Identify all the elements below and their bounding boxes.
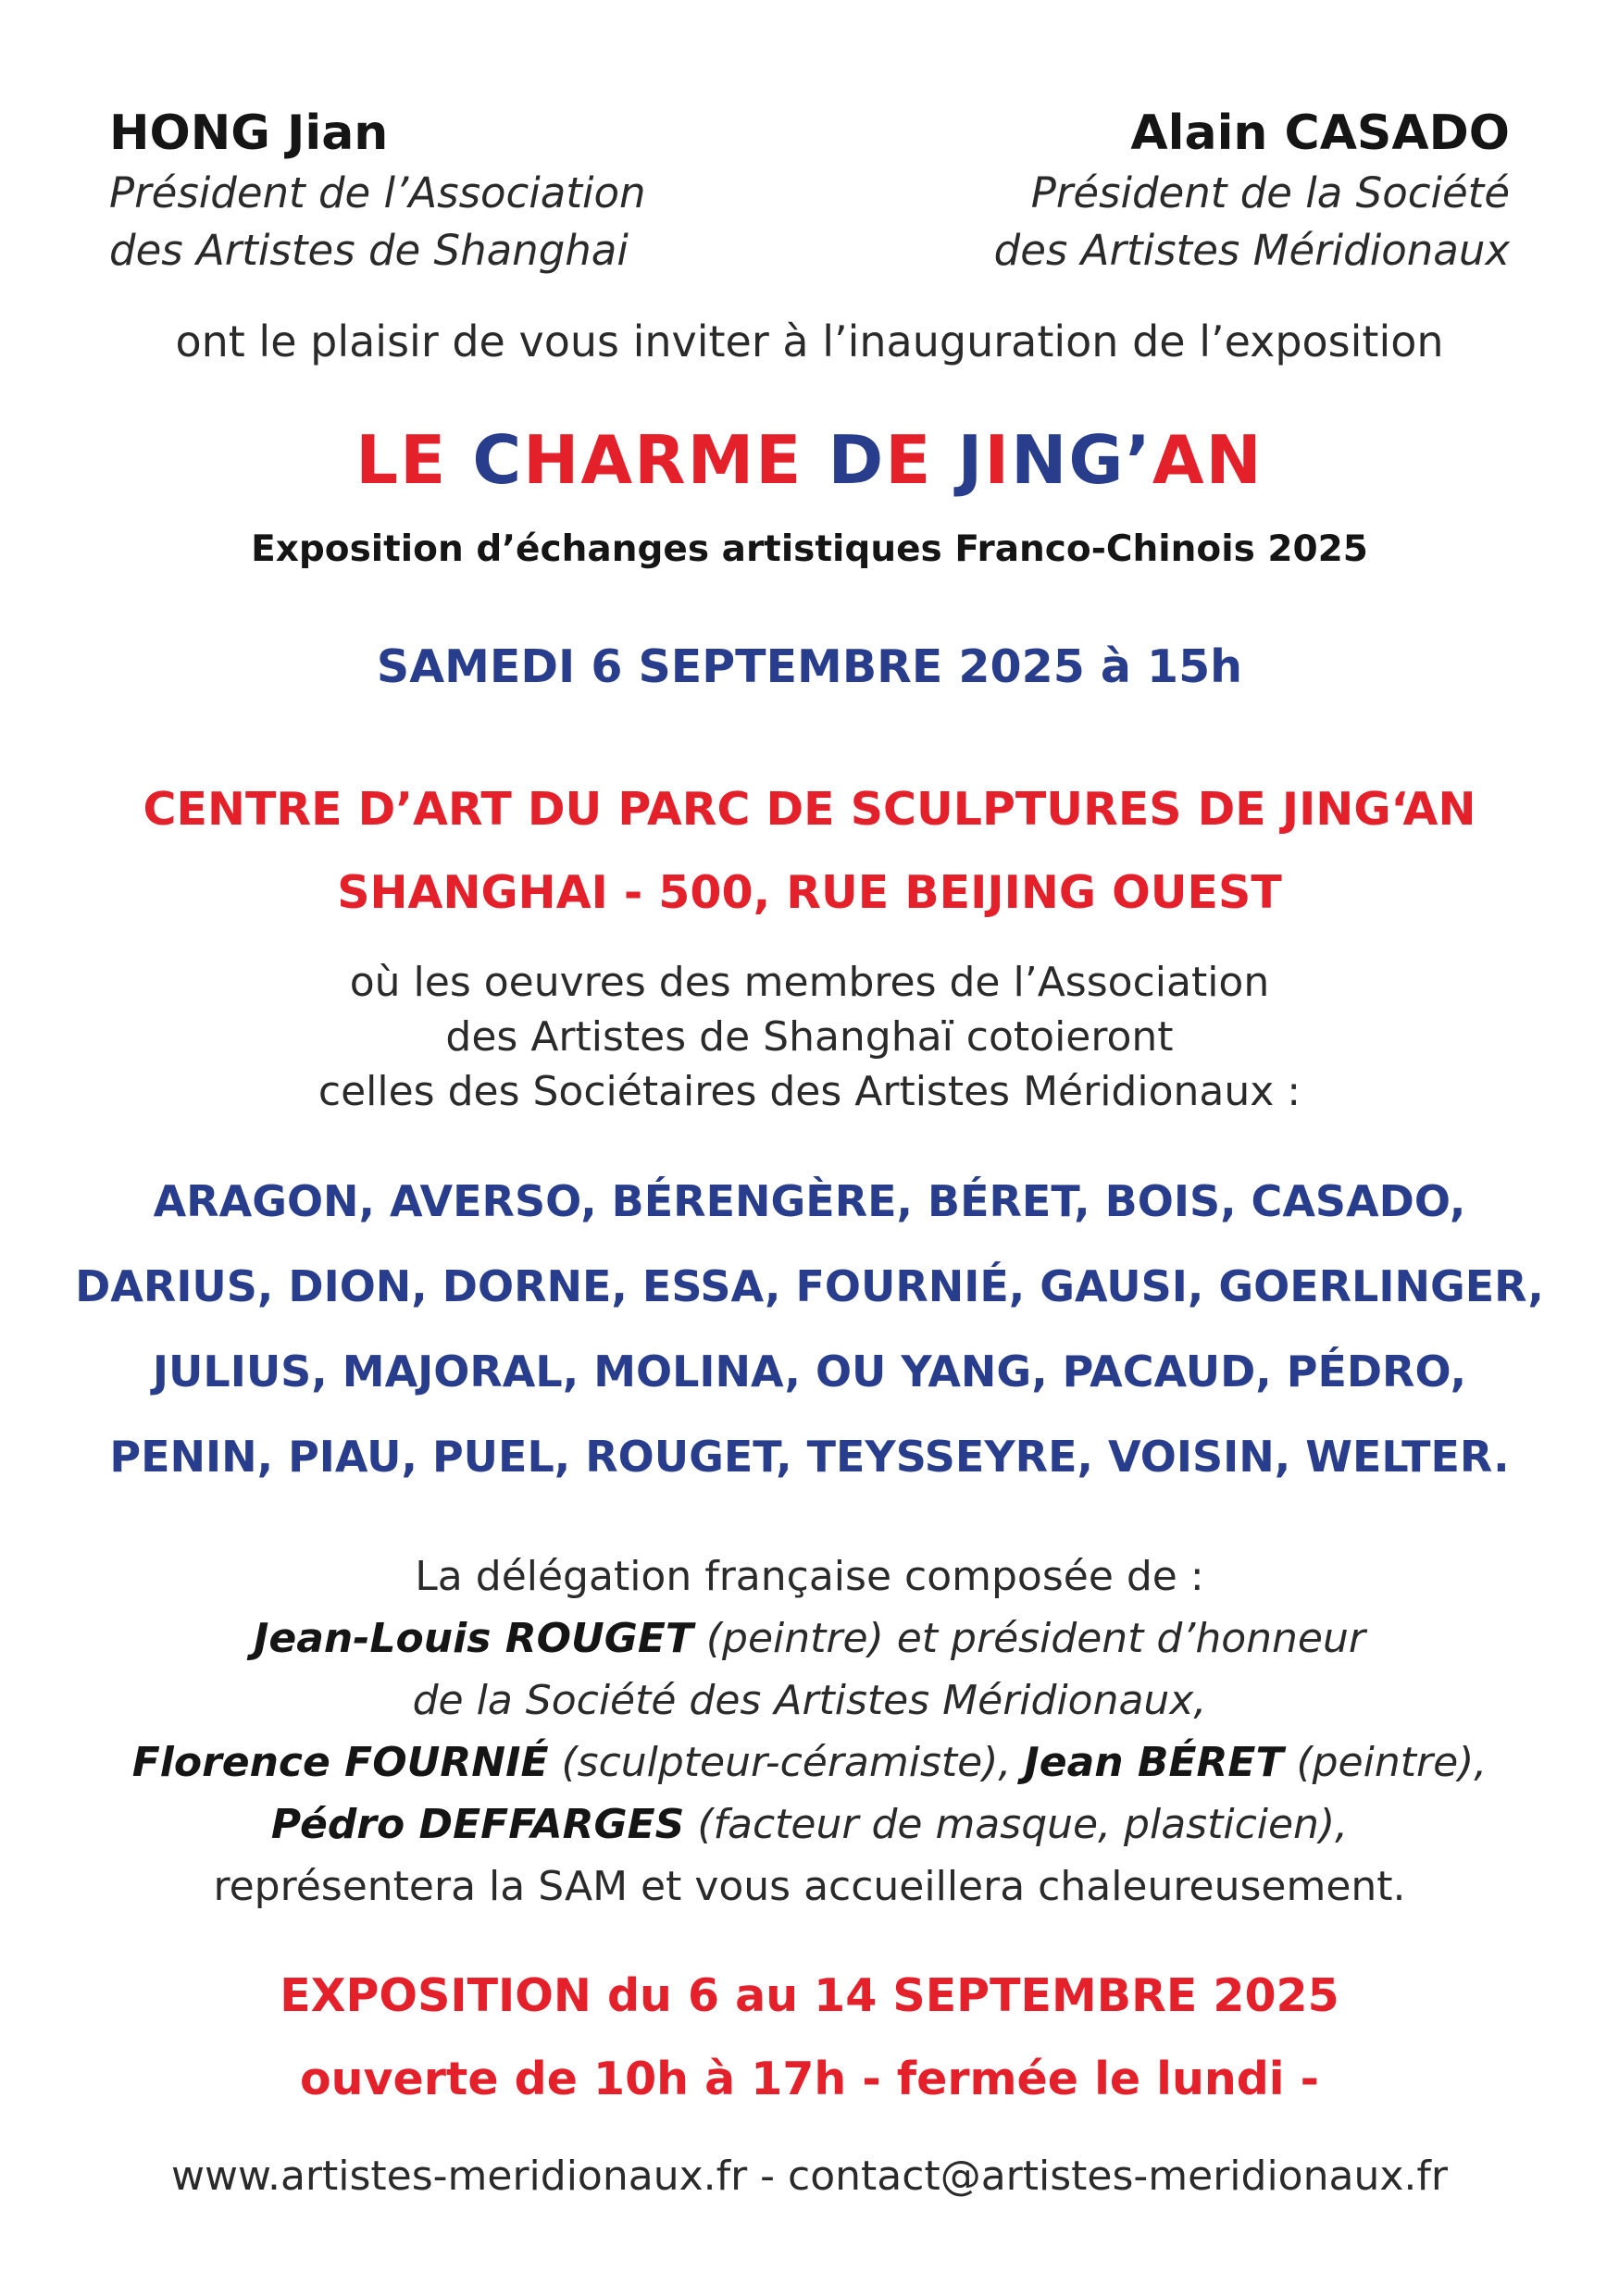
member-description: (peintre), <box>1283 1739 1488 1786</box>
host-left-name: HONG Jian <box>109 105 389 161</box>
title-part: NG’ <box>1011 421 1152 499</box>
member-description: (facteur de masque, plasticien), <box>684 1801 1349 1848</box>
title-part: HARME <box>523 421 828 499</box>
works-line: où les oeuvres des membres de l’Association <box>349 959 1270 1006</box>
member-description: (peintre) et président d’honneur <box>692 1615 1365 1662</box>
host-right-name: Alain CASADO <box>1130 105 1510 161</box>
host-left-role-line2: des Artistes de Shanghai <box>109 226 629 275</box>
member-name: Jean-Louis ROUGET <box>254 1615 693 1662</box>
host-right-role-line2: des Artistes Méridionaux <box>993 226 1510 275</box>
title-part: D <box>828 421 886 499</box>
venue-address: SHANGHAI - 500, RUE BEIJING OUEST <box>337 866 1282 919</box>
host-right-role-line1: Président de la Société <box>1030 168 1510 217</box>
delegation-paragraph <box>0 1545 1619 1917</box>
host-left <box>109 102 646 279</box>
title-part: LE <box>355 421 473 499</box>
delegation-line <box>0 1793 1619 1855</box>
title-part: I <box>984 421 1012 499</box>
exhibition-title <box>0 418 1619 502</box>
works-line: celles des Sociétaires des Artistes Méridionaux : <box>318 1068 1301 1115</box>
artist-line: PENIN, PIAU, PUEL, ROUGET, TEYSSEYRE, VOISIN, WELTER. <box>109 1432 1510 1482</box>
works-line: des Artistes de Shanghaï cotoieront <box>445 1013 1174 1061</box>
member-name: Pédro DEFFARGES <box>270 1801 685 1848</box>
title-part: E <box>885 421 958 499</box>
artist-line: DARIUS, DION, DORNE, ESSA, FOURNIÉ, GAUSI, GOERLINGER, <box>75 1261 1544 1311</box>
delegation-line <box>0 1607 1619 1669</box>
opening-hours: ouverte de 10h à 17h - fermée le lundi - <box>300 2053 1319 2105</box>
delegation-closing: représentera la SAM et vous accueillera chaleureusement. <box>213 1863 1406 1910</box>
delegation-line <box>0 1731 1619 1793</box>
exhibition-dates: EXPOSITION du 6 au 14 SEPTEMBRE 2025 <box>280 1969 1339 2022</box>
delegation-intro: La délégation française composée de : <box>415 1553 1204 1600</box>
title-part: C <box>472 421 524 499</box>
artist-line: ARAGON, AVERSO, BÉRENGÈRE, BÉRET, BOIS, CASADO, <box>153 1176 1466 1226</box>
host-left-role-line1: Président de l’Association <box>109 168 646 217</box>
exhibition-subtitle: Exposition d’échanges artistiques Franco-Chinois 2025 <box>251 528 1368 570</box>
footer-contact: www.artistes-meridionaux.fr - contact@artistes-meridionaux.fr <box>171 2153 1448 2200</box>
member-description: (sculpteur-céramiste), <box>548 1739 1025 1786</box>
title-part: J <box>957 421 985 499</box>
artist-list <box>0 1159 1619 1499</box>
works-description <box>0 955 1619 1119</box>
host-right <box>994 102 1510 279</box>
member-name: Jean BÉRET <box>1024 1739 1284 1786</box>
member-name: Florence FOURNIÉ <box>131 1739 549 1786</box>
opening-date: SAMEDI 6 SEPTEMBRE 2025 à 15h <box>376 640 1243 693</box>
delegation-line: de la Société des Artistes Méridionaux, <box>412 1677 1207 1724</box>
venue-name: CENTRE D’ART DU PARC DE SCULPTURES DE JING‘AN <box>143 783 1476 836</box>
title-part: AN <box>1152 421 1264 499</box>
invitation-text: ont le plaisir de vous inviter à l’inauguration de l’exposition <box>175 316 1444 366</box>
artist-line: JULIUS, MAJORAL, MOLINA, OU YANG, PACAUD, PÉDRO, <box>152 1347 1467 1396</box>
